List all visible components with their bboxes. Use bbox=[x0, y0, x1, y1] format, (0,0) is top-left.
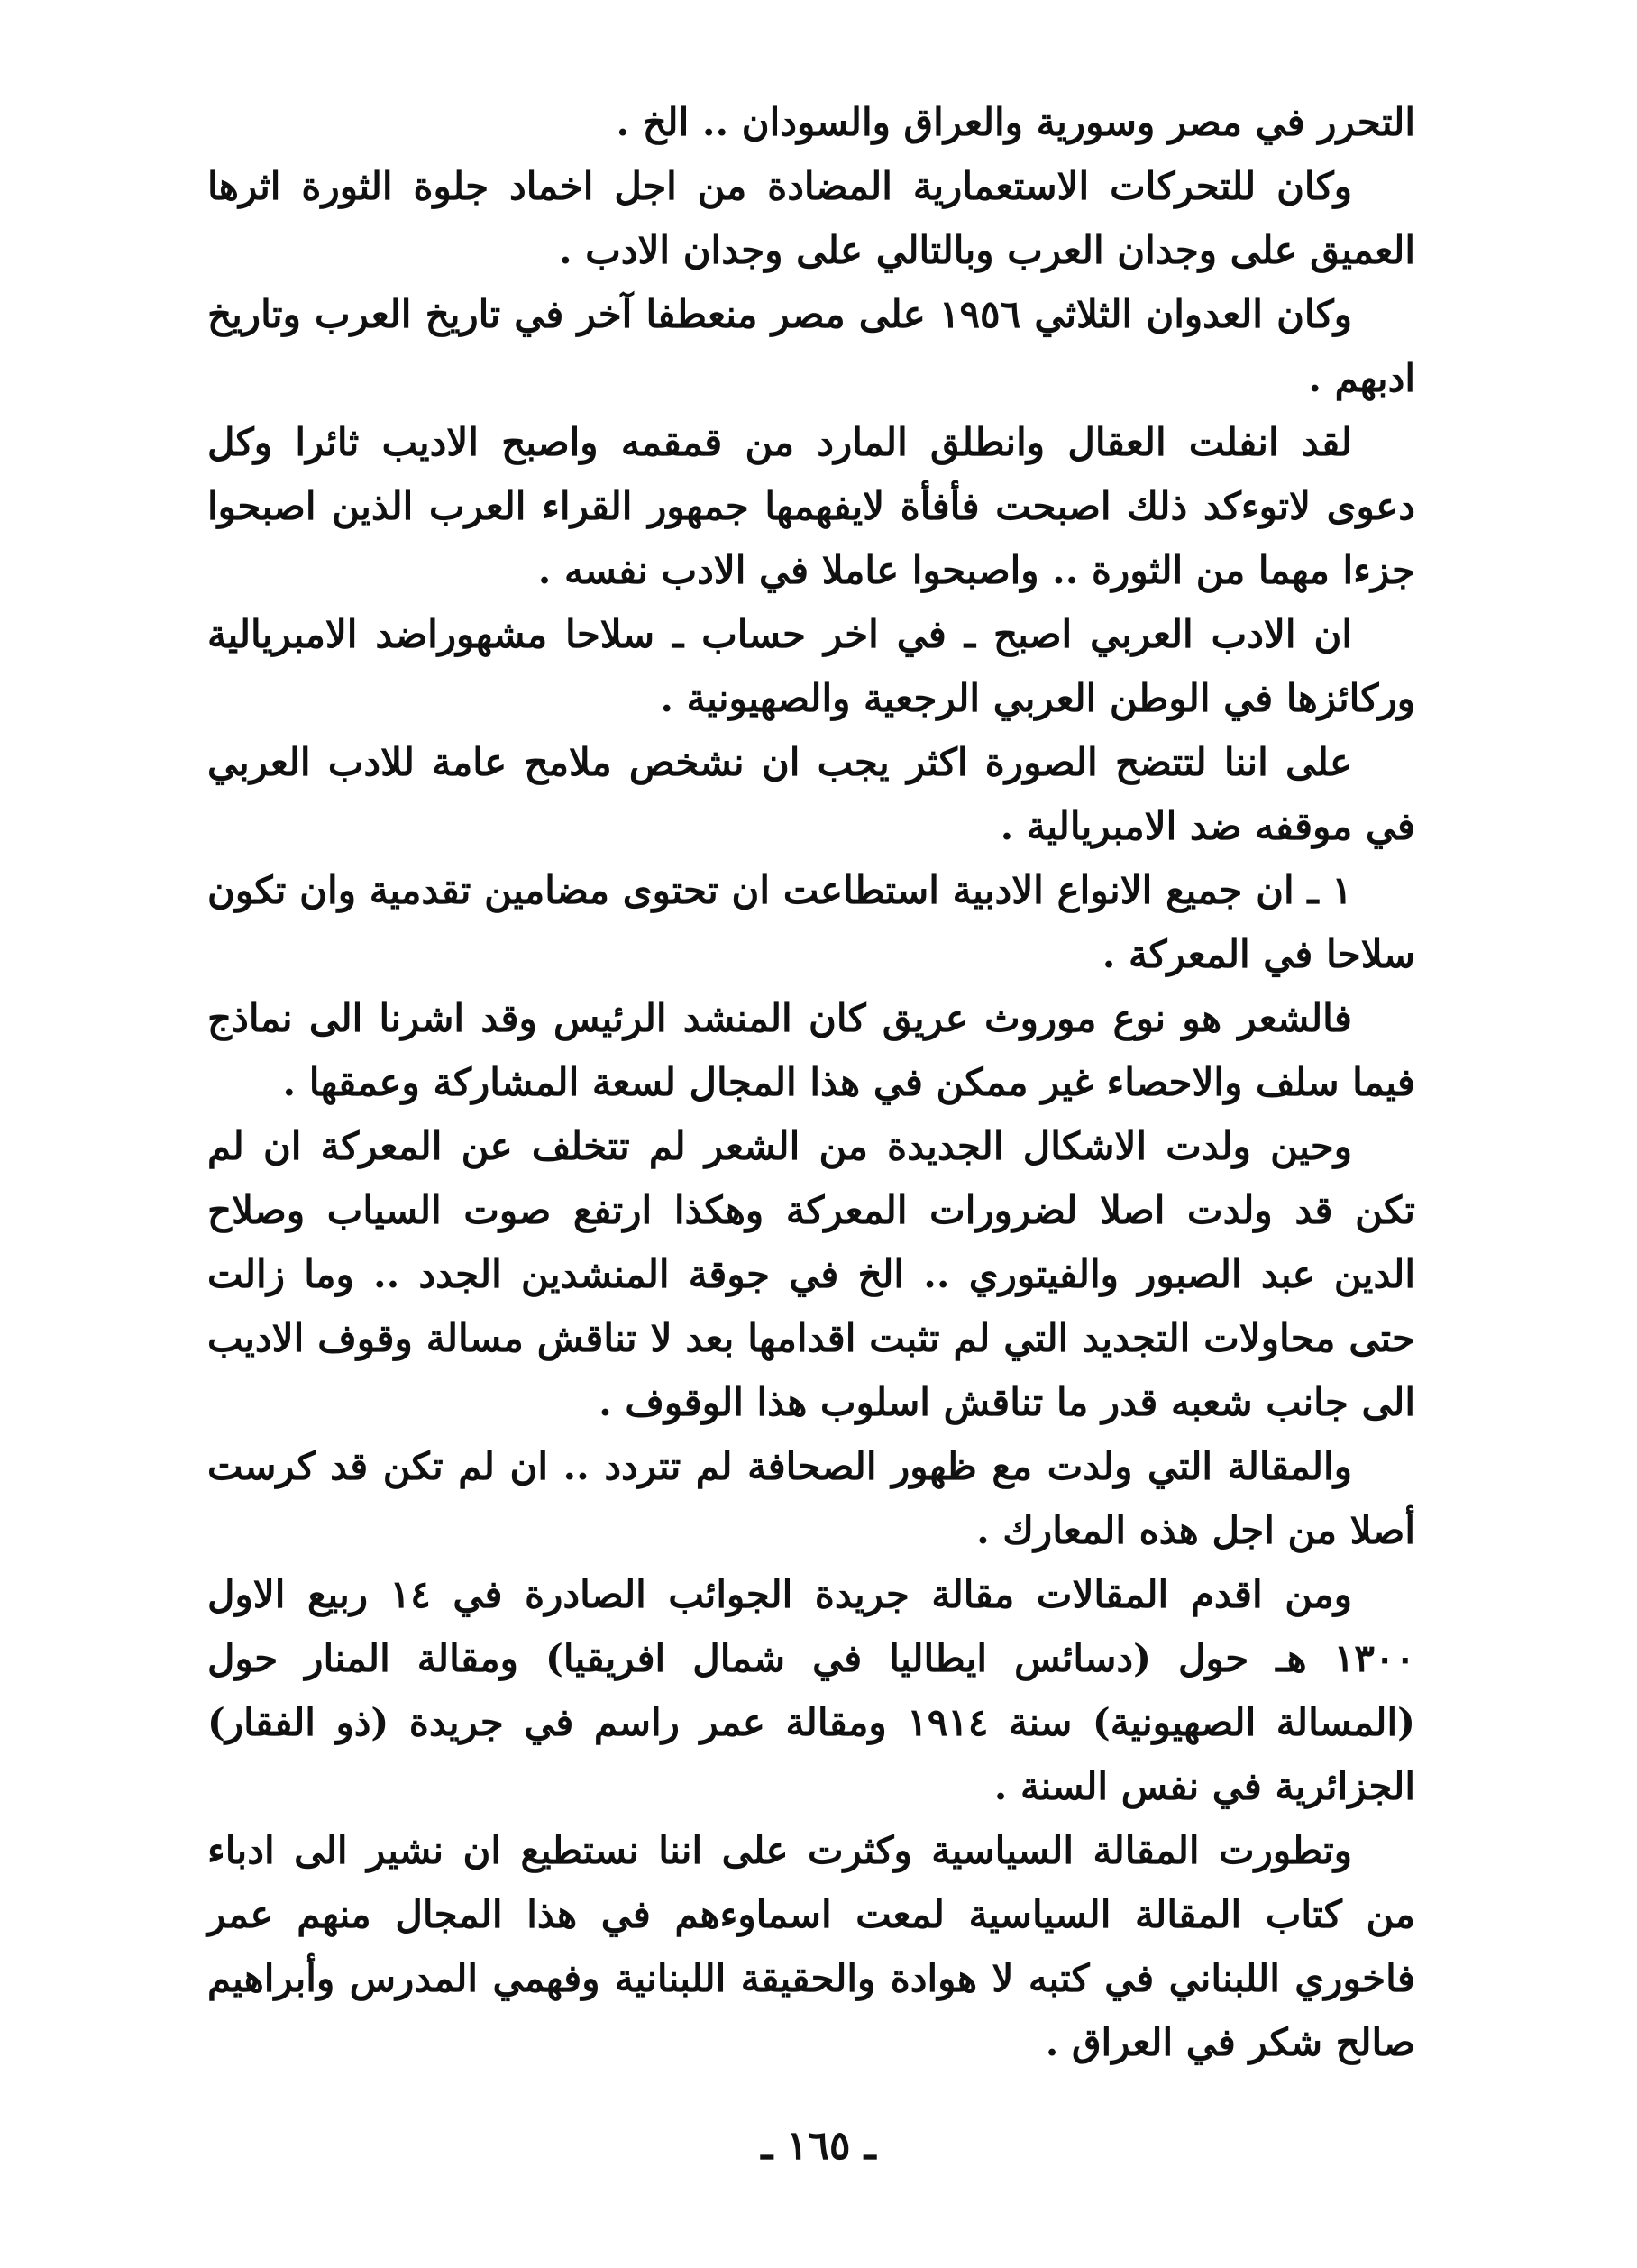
paragraph: على اننا لتتضح الصورة اكثر يجب ان نشخص ملامح عامة للادب العربي في موقفه ضد الامبريالية . bbox=[207, 740, 1415, 848]
paragraph: التحرر في مصر وسورية والعراق والسودان .. الخ . bbox=[616, 100, 1415, 144]
page-number: ـ ١٦٥ ـ bbox=[761, 2123, 876, 2169]
paragraph: وكان للتحركات الاستعمارية المضادة من اجل اخماد جلوة الثورة اثرها العميق على وجدان العرب وبالتالي على وجدان الادب . bbox=[207, 164, 1415, 272]
paragraph: ١ ـ ان جميع الانواع الادبية استطاعت ان تحتوى مضامين تقدمية وان تكون سلاحا في المعركة . bbox=[207, 868, 1415, 976]
paragraph: وكان العدوان الثلاثي ١٩٥٦ على مصر منعطفا آخر في تاريخ العرب وتاريخ ادبهم . bbox=[207, 292, 1415, 400]
paragraph: ومن اقدم المقالات مقالة جريدة الجوائب الصادرة في ١٤ ربيع الاول ١٣٠٠ هـ حول (دسائس ايطاليا في شمال افريقيا) ومقالة المنار حول (المسالة الصهيونية) سنة ١٩١٤ ومقالة عمر راسم في جريدة (ذو الفقار) الجزائرية في نفس السنة . bbox=[207, 1572, 1415, 1808]
body-text bbox=[207, 90, 1415, 2074]
paragraph: فالشعر هو نوع موروث عريق كان المنشد الرئيس وقد اشرنا الى نماذج فيما سلف والاحصاء غير ممكن في هذا المجال لسعة المشاركة وعمقها . bbox=[207, 996, 1415, 1104]
paragraph: والمقالة التي ولدت مع ظهور الصحافة لم تتردد .. ان لم تكن قد كرست أصلا من اجل هذه المعارك . bbox=[207, 1444, 1415, 1552]
paragraph: لقد انفلت العقال وانطلق المارد من قمقمه واصبح الاديب ثائرا وكل دعوى لاتوءكد ذلك اصبحت فأفأة لايفهمها جمهور القراء العرب الذين اصبحوا جزءا مهما من الثورة .. واصبحوا عاملا في الادب نفسه . bbox=[207, 420, 1415, 592]
paragraph: وتطورت المقالة السياسية وكثرت على اننا نستطيع ان نشير الى ادباء من كتاب المقالة السياسية لمعت اسماوءهم في هذا المجال منهم عمر فاخوري اللبناني في كتبه لا هوادة والحقيقة اللبنانية وفهمي المدرس وأبراهيم صالح شكر في العراق . bbox=[207, 1828, 1415, 2064]
paragraph: ان الادب العربي اصبح ـ في اخر حساب ـ سلاحا مشهوراضد الامبريالية وركائزها في الوطن العربي الرجعية والصهيونية . bbox=[207, 612, 1415, 720]
paragraph: وحين ولدت الاشكال الجديدة من الشعر لم تتخلف عن المعركة ان لم تكن قد ولدت اصلا لضرورات المعركة وهكذا ارتفع صوت السياب وصلاح الدين عبد الصبور والفيتوري .. الخ في جوقة المنشدين الجدد .. وما زالت حتى محاولات التجديد التي لم تثبت اقدامها بعد لا تناقش مسالة وقوف الاديب الى جانب شعبه قدر ما تناقش اسلوب هذا الوقوف . bbox=[207, 1124, 1415, 1424]
